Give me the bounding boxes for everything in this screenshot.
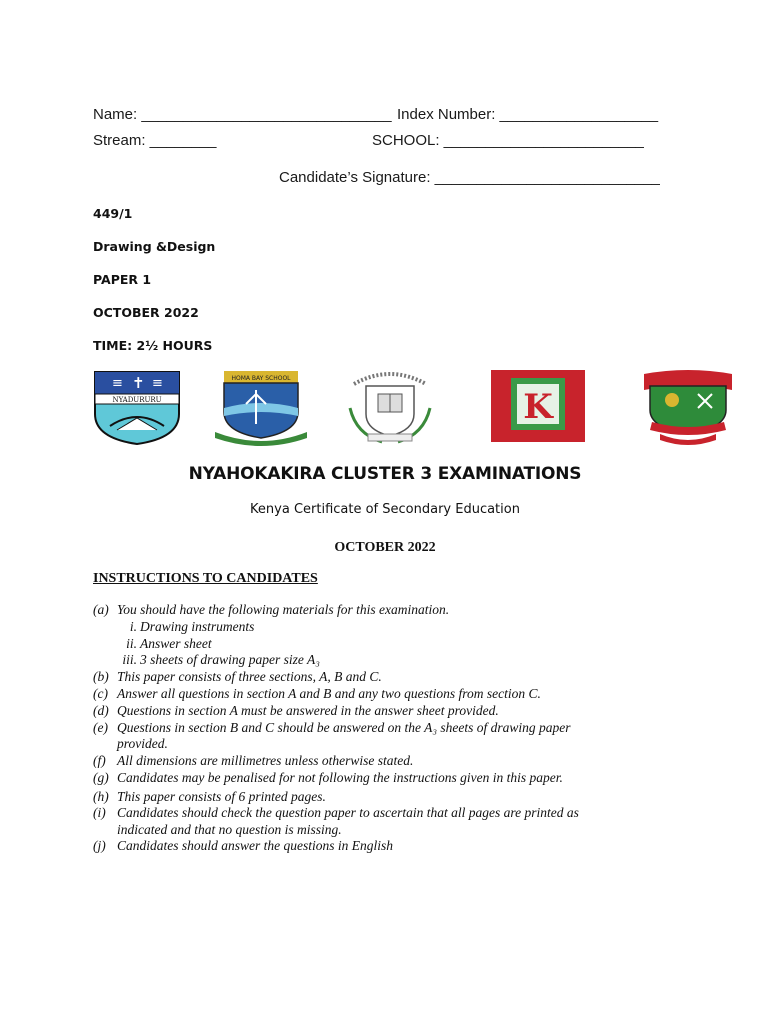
crest-text: NYADURURU [112, 396, 162, 404]
instruction-item: (d) Questions in section A must be answered in the answer sheet provided. [93, 702, 499, 718]
kisumu-school-crest [489, 368, 587, 446]
instruction-continuation: indicated and that no question is missing. [117, 821, 342, 837]
instruction-item: (g) Candidates may be penalised for not following the instructions given in this paper. [93, 769, 563, 785]
instruction-continuation: provided. [117, 736, 168, 752]
school-crest-3 [342, 368, 438, 446]
index-number-field: Index Number: ___________________ [397, 106, 659, 123]
instruction-item: (c) Answer all questions in section A and B and any two questions from section C. [93, 685, 541, 701]
instruction-item: (b) This paper consists of three sections, A, B and C. [93, 669, 382, 685]
exam-subtitle: Kenya Certificate of Secondary Education [250, 502, 520, 517]
paper-code: 449/1 [93, 206, 133, 221]
svg-text:✝: ✝ [132, 374, 145, 392]
paper-time: TIME: 2½ HOURS [93, 338, 213, 353]
subject-name: Drawing &Design [93, 239, 216, 254]
signature-field: Candidate’s Signature: ___________________________ [279, 169, 660, 186]
paper-date: OCTOBER 2022 [93, 305, 199, 320]
instructions-heading: INSTRUCTIONS TO CANDIDATES [93, 571, 318, 586]
crest-text: HOMA BAY SCHOOL [231, 375, 291, 382]
svg-text:≡: ≡ [112, 376, 123, 391]
paper-number: PAPER 1 [93, 272, 152, 287]
nyandarua-school-crest [92, 368, 182, 446]
exam-date: OCTOBER 2022 [334, 540, 436, 555]
school-crest-5 [640, 368, 736, 446]
instruction-subitem: ii. Answer sheet [126, 635, 212, 651]
instruction-subitem: iii. 3 sheets of drawing paper size A₃ [122, 652, 320, 668]
homa-bay-school-crest [212, 368, 310, 446]
school-field: SCHOOL: ________________________ [372, 132, 644, 149]
instruction-item: (f) All dimensions are millimetres unless otherwise stated. [93, 753, 414, 769]
exam-title: NYAHOKAKIRA CLUSTER 3 EXAMINATIONS [188, 464, 582, 484]
instruction-item: (j) Candidates should answer the questions in English [93, 838, 394, 854]
instruction-item: (i) Candidates should check the question paper to ascertain that all pages are printed as [93, 804, 579, 820]
instructions-list [93, 602, 713, 855]
name-field: Name: ______________________________ [93, 106, 392, 123]
instruction-item: (h) This paper consists of 6 printed pages. [93, 788, 326, 804]
stream-field: Stream: ________ [93, 132, 217, 149]
instruction-subitem: i. Drawing instruments [129, 618, 255, 634]
crest-letter: K [523, 387, 553, 427]
svg-text:≡: ≡ [152, 376, 163, 391]
instruction-item: (e) Questions in section B and C should be answered on the A₃ sheets of drawing paper [93, 719, 571, 735]
instruction-item: (a) You should have the following materials for this examination. [93, 602, 450, 617]
